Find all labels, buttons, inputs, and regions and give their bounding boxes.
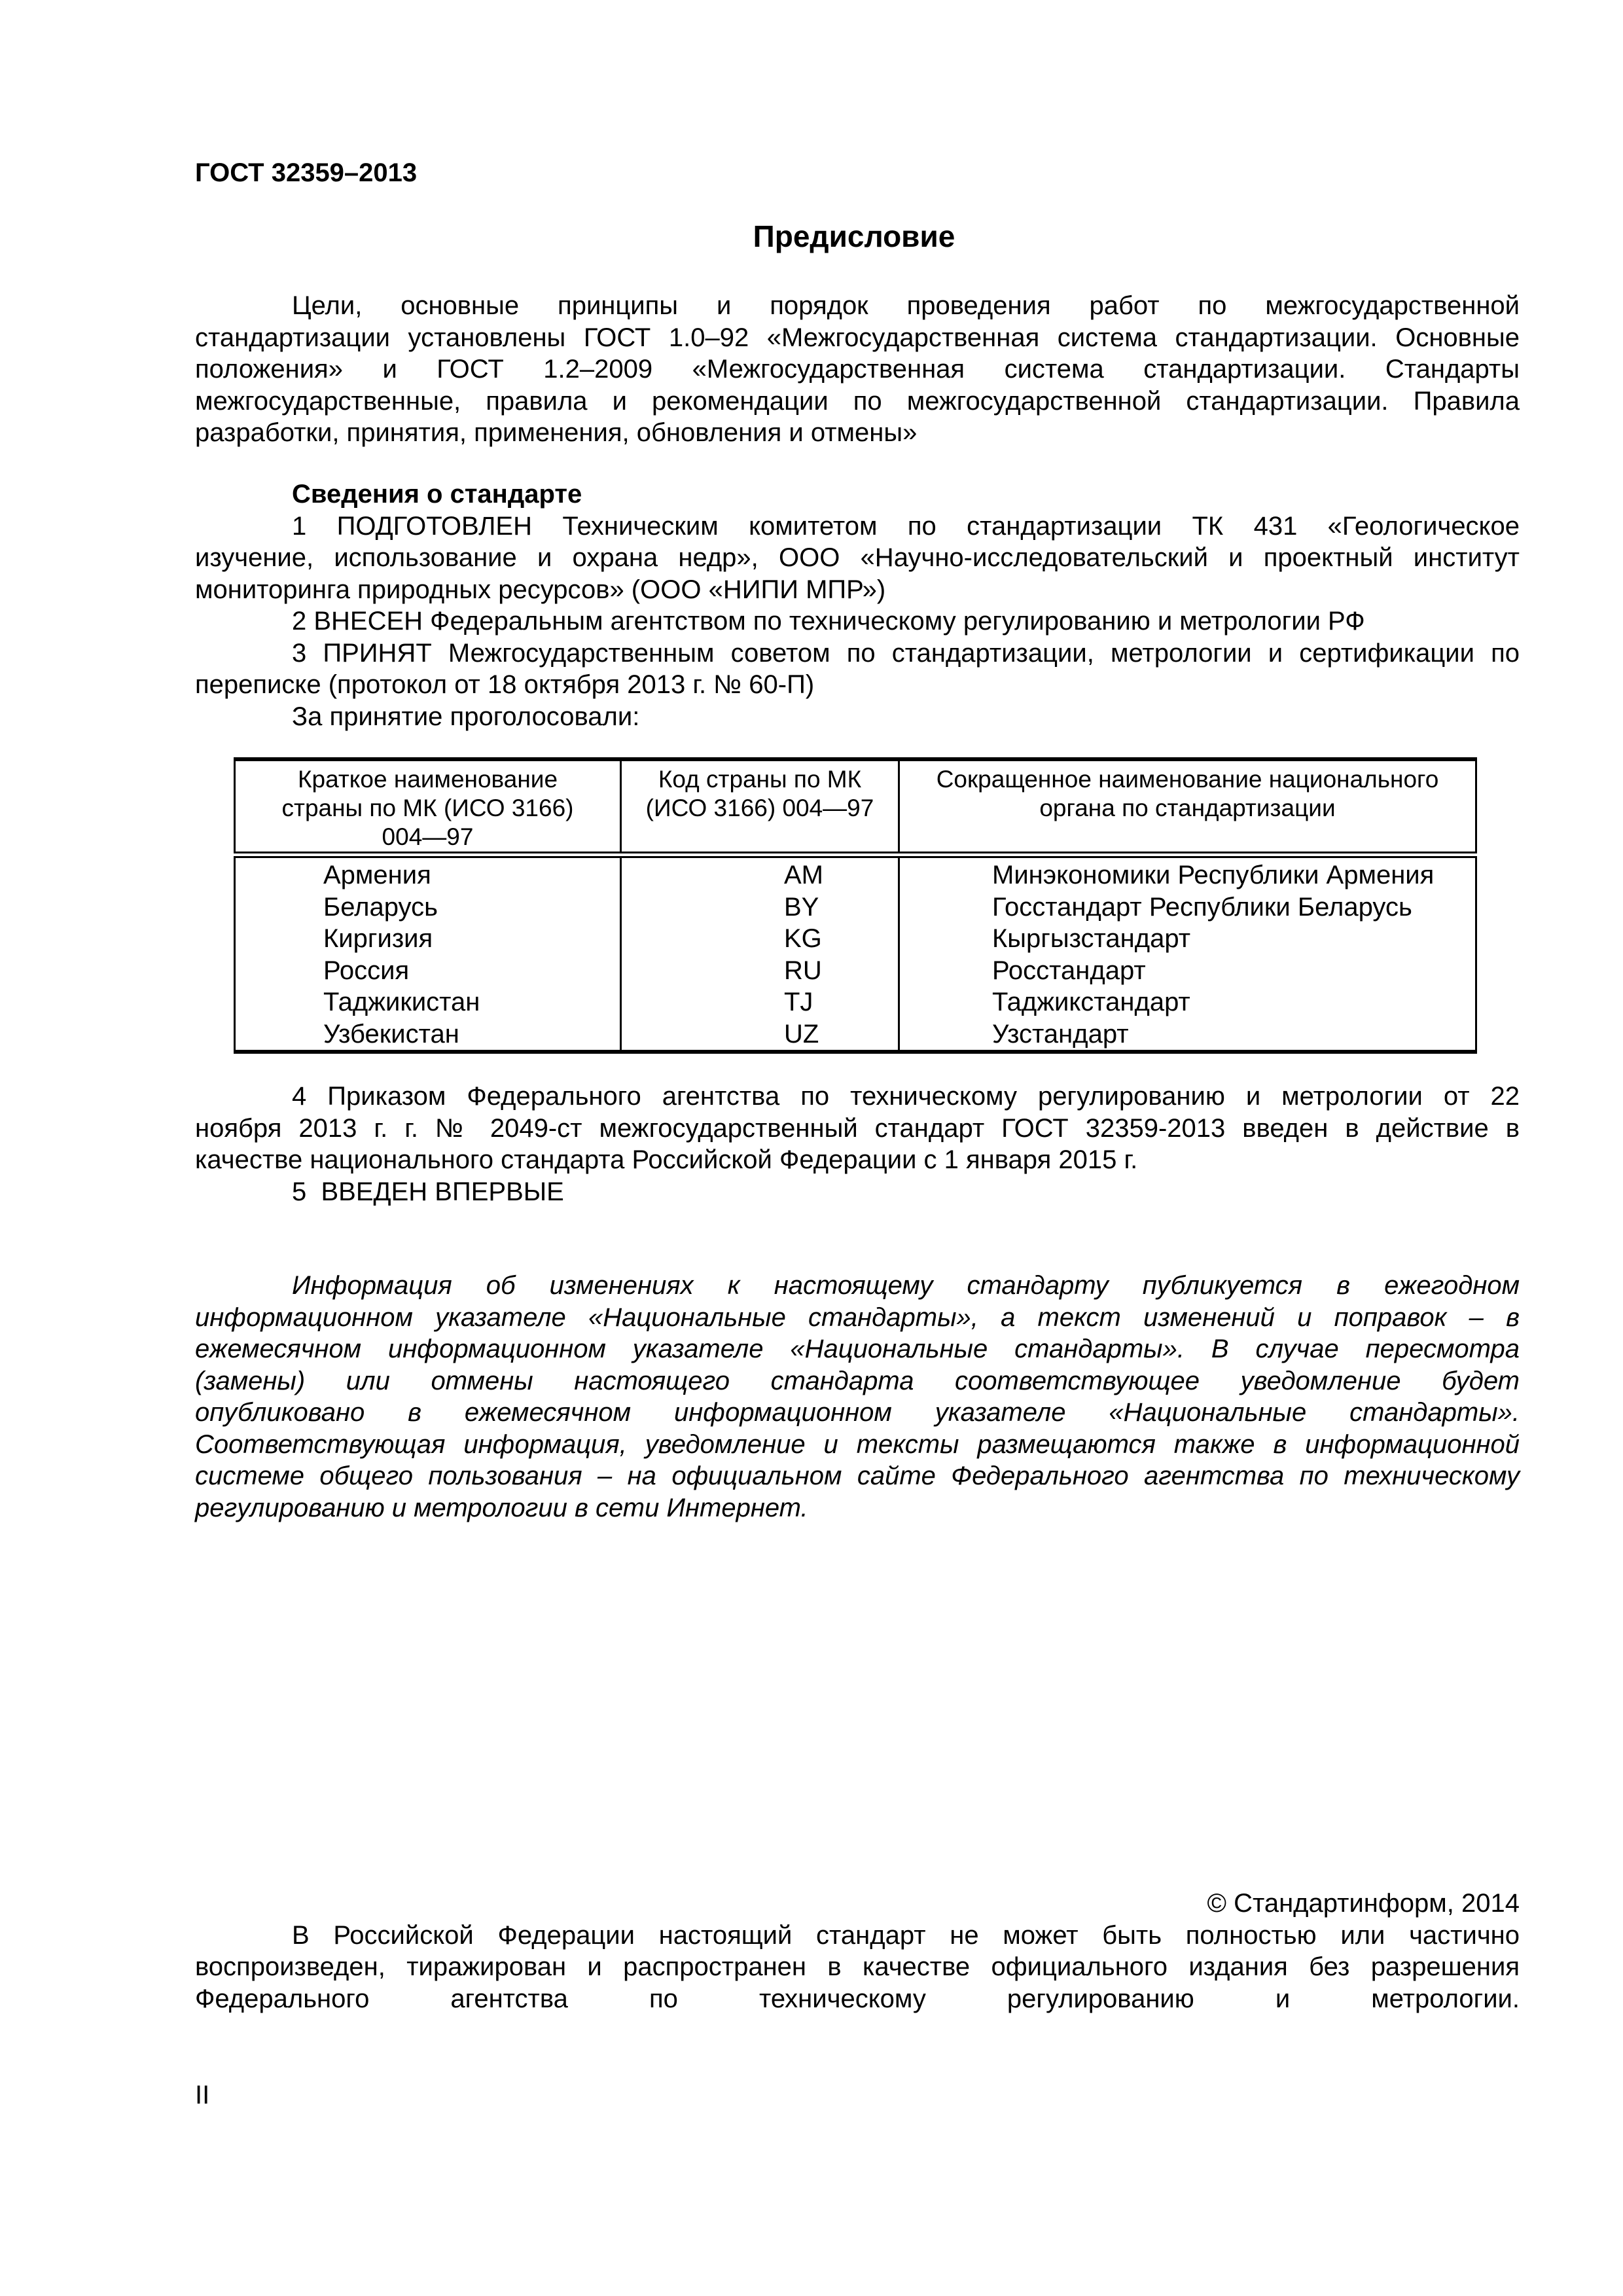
- changes-notice: [195, 1270, 1520, 1524]
- table-row: [235, 855, 1476, 891]
- code-cell: KG: [621, 923, 899, 955]
- text-line: регулированию и метрологии в сети Интернет.: [195, 1493, 808, 1522]
- text-line: Соответствующая информация, уведомление и тексты размещаются также в информационной: [195, 1429, 1520, 1459]
- text-line: опубликовано в ежемесячном информационном указателе «Национальные стандарты».: [195, 1398, 1520, 1427]
- items-4-5: [195, 1081, 1520, 1208]
- table-row: [235, 986, 1476, 1018]
- copyright: © Стандартинформ, 2014: [1207, 1889, 1520, 1918]
- text-line: 4 Приказом Федерального агентства по техническому регулированию и метрологии от 22: [292, 1082, 1520, 1111]
- header-line: 004—97: [382, 823, 474, 850]
- page-number: II: [195, 2081, 210, 2109]
- header-line: органа по стандартизации: [1039, 795, 1336, 821]
- text-line: разработки, принятия, применения, обновления и отмены»: [195, 418, 918, 447]
- country-cell: Таджикистан: [235, 986, 621, 1018]
- column-header-code: [621, 759, 899, 855]
- body-cell: Кыргызстандарт: [899, 923, 1476, 955]
- body-cell: Росстандарт: [899, 955, 1476, 987]
- text-line: 5 ВВЕДЕН ВПЕРВЫЕ: [292, 1177, 564, 1206]
- text-line: (замены) или отмены настоящего стандарта соответствующее уведомление будет: [195, 1366, 1520, 1395]
- column-header-country: [235, 759, 621, 855]
- text-line: ноября 2013 г. г. № 2049-ст межгосударственный стандарт ГОСТ 32359-2013 введен в действие в: [195, 1113, 1520, 1143]
- section-heading: Сведения о стандарте: [292, 480, 582, 509]
- body-cell: Таджикстандарт: [899, 986, 1476, 1018]
- text-line: В Российской Федерации настоящий стандарт не может быть полностью или частично: [292, 1920, 1520, 1950]
- code-cell: BY: [621, 891, 899, 924]
- header-line: страны по МК (ИСО 3166): [281, 795, 574, 821]
- preface-paragraph: [195, 290, 1520, 449]
- table-row: [235, 955, 1476, 987]
- text-line: Цели, основные принципы и порядок проведения работ по межгосударственной: [292, 291, 1520, 320]
- text-line: Федерального агентства по техническому регулированию и метрологии.: [195, 1984, 1520, 2013]
- table-row: [235, 891, 1476, 924]
- text-line: 2 ВНЕСЕН Федеральным агентством по техническому регулированию и метрологии РФ: [292, 607, 1365, 636]
- text-line: положения» и ГОСТ 1.2–2009 «Межгосударственная система стандартизации. Стандарты: [195, 355, 1520, 384]
- header-line: Краткое наименование: [297, 766, 558, 793]
- text-line: 1 ПОДГОТОВЛЕН Техническим комитетом по стандартизации ТК 431 «Геологическое: [292, 511, 1520, 541]
- standard-info: [195, 478, 1520, 732]
- text-line: системе общего пользования – на официальном сайте Федерального агентства по техническому: [195, 1462, 1520, 1490]
- text-line: За принятие проголосовали:: [292, 702, 640, 731]
- body-cell: Госстандарт Республики Беларусь: [899, 891, 1476, 924]
- code-cell: UZ: [621, 1018, 899, 1052]
- text-line: изучение, использование и охрана недр», ООО «Научно-исследовательский и проектный институт: [195, 543, 1520, 572]
- table-row: [235, 923, 1476, 955]
- code-cell: RU: [621, 955, 899, 987]
- text-line: информационном указателе «Национальные стандарты», а текст изменений и поправок – в: [195, 1302, 1520, 1332]
- page-title: Предисловие: [753, 219, 955, 253]
- body-cell: Минэкономики Республики Армения: [899, 855, 1476, 891]
- body-cell: Узстандарт: [899, 1018, 1476, 1052]
- column-header-body: [899, 759, 1476, 855]
- text-line: воспроизведен, тиражирован и распространен в качестве официального издания без разрешения: [195, 1952, 1520, 1981]
- code-cell: TJ: [621, 986, 899, 1018]
- voting-countries-table: [234, 757, 1477, 1054]
- text-line: ежемесячном информационном указателе «Национальные стандарты». В случае пересмотра: [195, 1335, 1520, 1363]
- copyright-block: [195, 1888, 1520, 2015]
- country-cell: Россия: [235, 955, 621, 987]
- country-cell: Беларусь: [235, 891, 621, 924]
- text-line: стандартизации установлены ГОСТ 1.0–92 «Межгосударственная система стандартизации. Основные: [195, 323, 1520, 352]
- header-line: (ИСО 3166) 004—97: [645, 795, 874, 821]
- code-cell: AM: [621, 855, 899, 891]
- country-cell: Армения: [235, 855, 621, 891]
- text-line: мониторинга природных ресурсов» (ООО «НИПИ МПР»): [195, 575, 886, 604]
- country-cell: Узбекистан: [235, 1018, 621, 1052]
- text-line: 3 ПРИНЯТ Межгосударственным советом по стандартизации, метрологии и сертификации по: [292, 638, 1520, 668]
- header-line: Сокращенное наименование национального: [936, 766, 1439, 793]
- text-line: Информация об изменениях к настоящему стандарту публикуется в ежегодном: [292, 1271, 1520, 1300]
- table-row: [235, 1018, 1476, 1052]
- text-line: переписке (протокол от 18 октября 2013 г. № 60-П): [195, 670, 815, 699]
- text-line: межгосударственные, правила и рекомендации по межгосударственной стандартизации. Правила: [195, 386, 1520, 416]
- text-line: качестве национального стандарта Российской Федерации с 1 января 2015 г.: [195, 1145, 1138, 1174]
- country-cell: Киргизия: [235, 923, 621, 955]
- document-code: ГОСТ 32359–2013: [195, 158, 418, 187]
- header-line: Код страны по МК: [658, 766, 862, 793]
